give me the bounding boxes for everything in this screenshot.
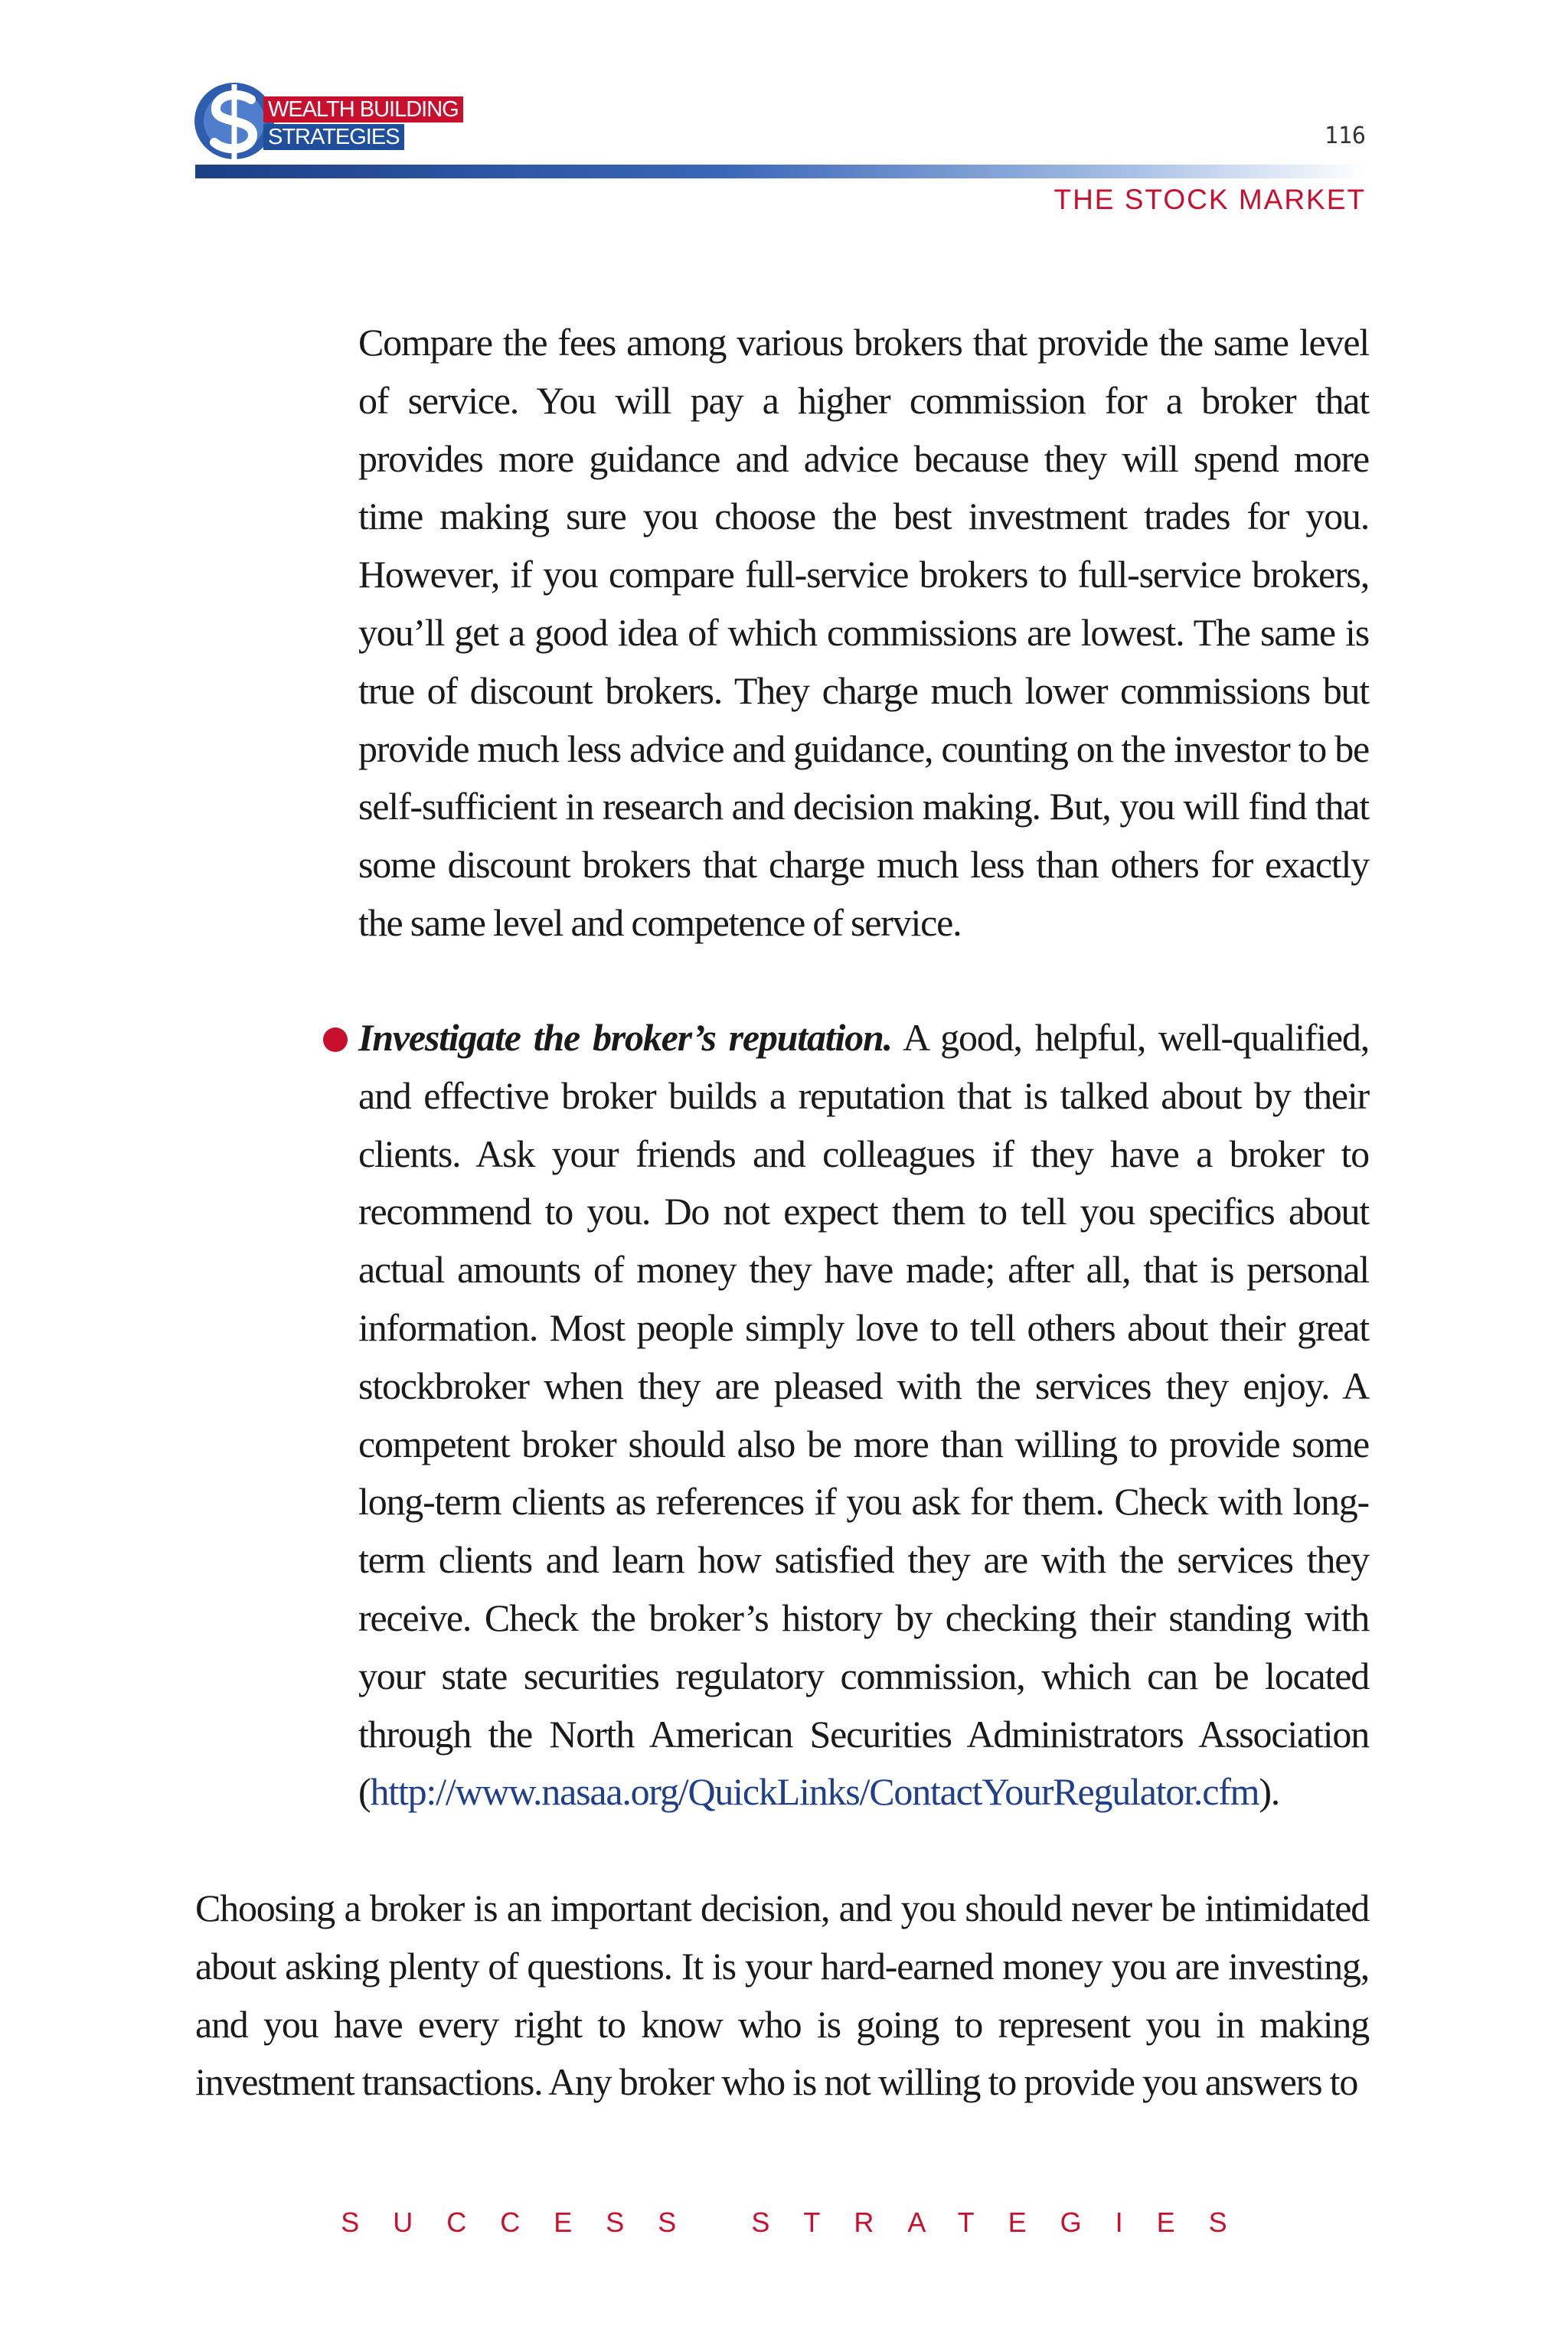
body-paragraph-choosing: Choosing a broker is an important decision, and you should never be intimidated about asking plenty of questions. It is your hard-earned money you are investing, and you have every right to know who is going to represent you in making investment transactions. Any broker who is not willing to provide you answers to — [195, 1886, 1369, 2104]
footer-tagline: SUCCESS STRATEGIES — [341, 2207, 1261, 2238]
logo-text-strategies: STRATEGIES — [263, 124, 404, 150]
bullet-lead-heading: Investigate the broker’s reputation. — [358, 1016, 892, 1059]
open-paren: ( — [358, 1770, 371, 1814]
bullet-body-text: A good, helpful, well-qualified, and effective broker builds a reputation that is talked about by their clients. Ask your friends and colleagues if they have a broker to recommend to you. Do not expect them to tell you specifics about actual amounts of money they have made; after all, that is personal information. Most people simply love to tell others about their great stockbroker when they are pleased with the services they enjoy. A competent broker should also be more than willing to provide some long-term clients as references if you ask for them. Check with long-term clients and learn how satisfied they are with the services they receive. Check the broker’s history by checking their standing with your state securities regulatory commission, which can be located through the North American Securities Administrators Association — [358, 1016, 1369, 1756]
close-paren: ). — [1259, 1770, 1280, 1814]
logo-text-wealth-building: WEALTH BUILDING — [263, 96, 463, 122]
section-title: THE STOCK MARKET — [1054, 184, 1366, 215]
bullet-icon — [323, 1027, 348, 1052]
body-paragraph-reputation — [358, 1009, 1369, 1821]
header-divider — [195, 165, 1367, 178]
page-number: 116 — [1324, 122, 1366, 149]
nasaa-regulator-link[interactable]: http://www.nasaa.org/QuickLinks/ContactYourRegulator.cfm — [370, 1770, 1259, 1814]
body-paragraph-fees: Compare the fees among various brokers that provide the same level of service. You will pay a higher commission for a broker that provides more guidance and advice because they will spend more time making sure you choose the best investment trades for you. However, if you compare full-service brokers to full-service brokers, you’ll get a good idea of which commissions are lowest. The same is true of discount brokers. They charge much lower commissions but provide much less advice and guidance, counting on the investor to be self-sufficient in research and decision making. But, you will find that some discount brokers that charge much less than others for exactly the same level and competence of service. — [358, 321, 1369, 944]
publisher-logo — [191, 70, 459, 170]
